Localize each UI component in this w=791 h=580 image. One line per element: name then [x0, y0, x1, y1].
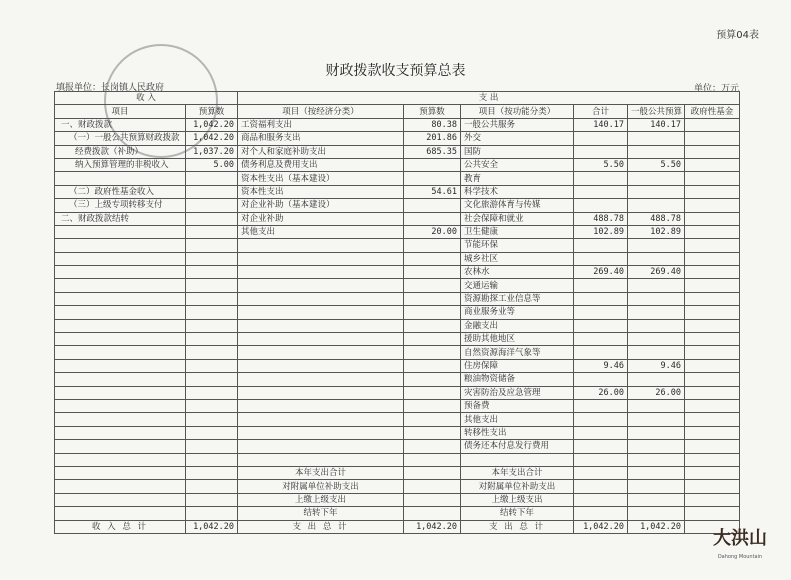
econ-value	[404, 453, 461, 466]
col-econ-budget: 预算数	[404, 105, 461, 118]
econ-value	[404, 333, 461, 346]
income-value	[186, 453, 238, 466]
income-value	[186, 333, 238, 346]
econ-item	[238, 453, 404, 466]
func-item: 文化旅游体育与传媒	[461, 199, 574, 212]
econ-item: 工资福利支出	[238, 118, 404, 131]
total-value: 269.40	[574, 266, 628, 279]
income-value	[186, 292, 238, 305]
logo-subtitle: Dahong Mountain	[717, 554, 763, 560]
func-item: 外交	[461, 132, 574, 145]
func-item: 社会保障和就业	[461, 212, 574, 225]
income-value	[186, 480, 238, 493]
total-value	[574, 466, 628, 479]
table-row	[55, 480, 740, 493]
func-item: 金融支出	[461, 319, 574, 332]
table-row	[55, 373, 740, 386]
econ-item: 对企业补助	[238, 212, 404, 225]
fund-value	[685, 493, 740, 506]
econ-item	[238, 440, 404, 453]
table-row	[55, 399, 740, 412]
general-value: 488.78	[628, 212, 685, 225]
fund-value	[685, 373, 740, 386]
econ-value: 201.86	[404, 132, 461, 145]
income-value	[186, 507, 238, 520]
income-value	[186, 225, 238, 238]
func-item: 卫生健康	[461, 225, 574, 238]
income-item	[55, 333, 186, 346]
form-number: 预算04表	[716, 30, 759, 41]
income-value	[186, 212, 238, 225]
econ-value: 685.35	[404, 145, 461, 158]
total-value	[574, 453, 628, 466]
income-value	[186, 306, 238, 319]
income-value	[186, 172, 238, 185]
table-row	[55, 507, 740, 520]
econ-value	[404, 480, 461, 493]
fund-value	[685, 279, 740, 292]
income-item	[55, 225, 186, 238]
func-item: 债务还本付息发行费用	[461, 440, 574, 453]
total-value	[574, 252, 628, 265]
total-value	[574, 373, 628, 386]
econ-value	[404, 319, 461, 332]
income-value	[186, 493, 238, 506]
econ-value	[404, 252, 461, 265]
table-row	[55, 252, 740, 265]
econ-value	[404, 466, 461, 479]
econ-value	[404, 158, 461, 171]
econ-value	[404, 266, 461, 279]
total-value	[574, 319, 628, 332]
general-value: 102.89	[628, 225, 685, 238]
income-value	[186, 319, 238, 332]
econ-item: 债务利息及费用支出	[238, 158, 404, 171]
income-value	[186, 440, 238, 453]
econ-item: 上缴上级支出	[238, 493, 404, 506]
income-item	[55, 292, 186, 305]
total-value	[574, 399, 628, 412]
table-row	[55, 440, 740, 453]
income-value	[186, 373, 238, 386]
func-item: 结转下年	[461, 507, 574, 520]
general-value: 140.17	[628, 118, 685, 131]
econ-value	[404, 346, 461, 359]
func-item: 援助其他地区	[461, 333, 574, 346]
income-item	[55, 426, 186, 439]
econ-item: 对企业补助（基本建设）	[238, 199, 404, 212]
econ-item	[238, 239, 404, 252]
income-value	[186, 266, 238, 279]
func-item: 其他支出	[461, 413, 574, 426]
general-value	[628, 145, 685, 158]
total-value: 140.17	[574, 118, 628, 131]
fund-value	[685, 507, 740, 520]
income-total-label: 收 入 总 计	[55, 520, 186, 533]
fund-value	[685, 252, 740, 265]
total-value	[574, 199, 628, 212]
econ-item: 对个人和家庭补助支出	[238, 145, 404, 158]
table-row	[55, 292, 740, 305]
general-value	[628, 252, 685, 265]
econ-total-value: 1,042.20	[404, 520, 461, 533]
income-item	[55, 440, 186, 453]
income-item	[55, 399, 186, 412]
econ-value	[404, 426, 461, 439]
table-row	[55, 266, 740, 279]
income-item	[55, 386, 186, 399]
col-fund: 政府性基金	[685, 105, 740, 118]
general-value	[628, 279, 685, 292]
general-value	[628, 199, 685, 212]
func-item: 灾害防治及应急管理	[461, 386, 574, 399]
income-item: 二、财政拨款结转	[55, 212, 186, 225]
func-item: 商业服务业等	[461, 306, 574, 319]
total-value	[574, 413, 628, 426]
table-row	[55, 466, 740, 479]
general-value	[628, 466, 685, 479]
income-item	[55, 453, 186, 466]
income-item	[55, 373, 186, 386]
income-value: 1,042.20	[186, 132, 238, 145]
fund-value	[685, 239, 740, 252]
total-value: 488.78	[574, 212, 628, 225]
fund-value	[685, 172, 740, 185]
income-value	[186, 279, 238, 292]
econ-item	[238, 279, 404, 292]
fund-value	[685, 453, 740, 466]
func-total-label: 支 出 总 计	[461, 520, 574, 533]
col-budget: 预算数	[186, 105, 238, 118]
total-value	[574, 132, 628, 145]
general-value	[628, 413, 685, 426]
total-value	[574, 279, 628, 292]
total-value	[574, 493, 628, 506]
fund-value	[685, 333, 740, 346]
econ-value	[404, 279, 461, 292]
table-row	[55, 453, 740, 466]
func-item: 本年支出合计	[461, 466, 574, 479]
dahongshan-logo: 大洪山	[713, 528, 767, 549]
income-item	[55, 306, 186, 319]
col-general: 一般公共预算	[628, 105, 685, 118]
income-item	[55, 480, 186, 493]
econ-value	[404, 212, 461, 225]
table-row	[55, 225, 740, 238]
table-row	[55, 132, 740, 145]
total-value	[574, 426, 628, 439]
general-value	[628, 373, 685, 386]
general-value: 269.40	[628, 266, 685, 279]
fund-value	[685, 426, 740, 439]
total-value	[574, 185, 628, 198]
income-item: 经费拨款（补助）	[55, 145, 186, 158]
econ-item: 商品和服务支出	[238, 132, 404, 145]
func-item: 一般公共服务	[461, 118, 574, 131]
econ-value	[404, 239, 461, 252]
general-value	[628, 426, 685, 439]
func-item: 转移性支出	[461, 426, 574, 439]
table-row	[55, 359, 740, 372]
general-value: 26.00	[628, 386, 685, 399]
general-value	[628, 333, 685, 346]
fund-value	[685, 199, 740, 212]
econ-item	[238, 319, 404, 332]
func-item	[461, 453, 574, 466]
income-value	[186, 252, 238, 265]
table-row	[55, 346, 740, 359]
general-value	[628, 346, 685, 359]
econ-value	[404, 373, 461, 386]
econ-value	[404, 292, 461, 305]
func-item: 住房保障	[461, 359, 574, 372]
income-item: 一、财政拨款	[55, 118, 186, 131]
budget-table	[54, 91, 740, 534]
fund-value	[685, 266, 740, 279]
econ-item	[238, 306, 404, 319]
econ-item: 资本性支出（基本建设）	[238, 172, 404, 185]
econ-value	[404, 359, 461, 372]
table-row	[55, 413, 740, 426]
total-value	[574, 440, 628, 453]
general-value	[628, 306, 685, 319]
general-value	[628, 319, 685, 332]
econ-item	[238, 426, 404, 439]
total-value	[574, 239, 628, 252]
func-item: 城乡社区	[461, 252, 574, 265]
income-value	[186, 386, 238, 399]
table-row	[55, 319, 740, 332]
total-value: 1,042.20	[574, 520, 628, 533]
total-value	[574, 306, 628, 319]
general-value	[628, 493, 685, 506]
total-value	[574, 333, 628, 346]
econ-value	[404, 199, 461, 212]
income-item	[55, 252, 186, 265]
general-value	[628, 399, 685, 412]
econ-item	[238, 399, 404, 412]
income-item	[55, 266, 186, 279]
total-value	[574, 480, 628, 493]
income-value	[186, 359, 238, 372]
table-row	[55, 386, 740, 399]
income-value	[186, 346, 238, 359]
income-item	[55, 279, 186, 292]
income-item	[55, 359, 186, 372]
income-item: （三）上级专项转移支付	[55, 199, 186, 212]
fund-value	[685, 185, 740, 198]
fund-value	[685, 413, 740, 426]
fund-value	[685, 212, 740, 225]
unit-label: 单位：万元	[693, 84, 739, 94]
income-item: （二）政府性基金收入	[55, 185, 186, 198]
general-value	[628, 453, 685, 466]
income-item	[55, 413, 186, 426]
table-row	[55, 426, 740, 439]
table-row	[55, 239, 740, 252]
econ-item	[238, 359, 404, 372]
total-value: 102.89	[574, 225, 628, 238]
econ-value	[404, 306, 461, 319]
total-value	[574, 292, 628, 305]
fund-value	[685, 480, 740, 493]
func-item: 粮油物资储备	[461, 373, 574, 386]
econ-item: 本年支出合计	[238, 466, 404, 479]
header-row-1	[55, 92, 740, 105]
fund-value	[685, 118, 740, 131]
fund-value	[685, 466, 740, 479]
general-value	[628, 185, 685, 198]
table-row	[55, 118, 740, 131]
func-item: 科学技术	[461, 185, 574, 198]
econ-item	[238, 292, 404, 305]
total-value: 9.46	[574, 359, 628, 372]
fund-value	[685, 306, 740, 319]
econ-item: 结转下年	[238, 507, 404, 520]
econ-value	[404, 172, 461, 185]
income-value	[186, 466, 238, 479]
fund-value	[685, 225, 740, 238]
income-value	[186, 185, 238, 198]
econ-item: 其他支出	[238, 225, 404, 238]
table-row	[55, 333, 740, 346]
total-value	[574, 172, 628, 185]
table-row	[55, 185, 740, 198]
func-item: 自然资源海洋气象等	[461, 346, 574, 359]
func-item: 上缴上级支出	[461, 493, 574, 506]
fund-value	[685, 292, 740, 305]
table-row	[55, 306, 740, 319]
general-value: 9.46	[628, 359, 685, 372]
fund-value	[685, 359, 740, 372]
func-item: 农林水	[461, 266, 574, 279]
total-value: 5.50	[574, 158, 628, 171]
col-total: 合计	[574, 105, 628, 118]
fund-value	[685, 399, 740, 412]
func-item: 交通运输	[461, 279, 574, 292]
func-item: 资源勘探工业信息等	[461, 292, 574, 305]
income-value	[186, 239, 238, 252]
table-row	[55, 158, 740, 171]
col-item: 项目	[55, 105, 186, 118]
general-value: 5.50	[628, 158, 685, 171]
income-item	[55, 466, 186, 479]
income-value	[186, 399, 238, 412]
page-title: 财政拨款收支预算总表	[325, 63, 466, 79]
general-value	[628, 440, 685, 453]
table-row	[55, 279, 740, 292]
econ-value	[404, 507, 461, 520]
econ-value	[404, 493, 461, 506]
func-item: 教育	[461, 172, 574, 185]
income-item	[55, 507, 186, 520]
income-item	[55, 346, 186, 359]
income-value: 1,042.20	[186, 118, 238, 131]
filler-unit: 填报单位：长岗镇人民政府	[56, 83, 165, 93]
econ-value	[404, 413, 461, 426]
econ-value: 20.00	[404, 225, 461, 238]
econ-value: 80.38	[404, 118, 461, 131]
econ-item	[238, 346, 404, 359]
func-item: 国防	[461, 145, 574, 158]
fund-value	[685, 386, 740, 399]
total-value	[574, 145, 628, 158]
func-item: 公共安全	[461, 158, 574, 171]
table-row	[55, 493, 740, 506]
col-econ: 项目（按经济分类）	[238, 105, 404, 118]
econ-total-label: 支 出 总 计	[238, 520, 404, 533]
general-value	[628, 132, 685, 145]
total-value	[574, 507, 628, 520]
econ-item	[238, 413, 404, 426]
general-total-value: 1,042.20	[628, 520, 685, 533]
econ-value	[404, 399, 461, 412]
fund-value	[685, 319, 740, 332]
econ-value	[404, 386, 461, 399]
econ-item	[238, 373, 404, 386]
fund-value	[685, 346, 740, 359]
fund-value	[685, 132, 740, 145]
func-item: 预备费	[461, 399, 574, 412]
income-item	[55, 493, 186, 506]
func-item: 对附属单位补助支出	[461, 480, 574, 493]
income-header: 收 入	[55, 92, 238, 105]
income-value	[186, 199, 238, 212]
econ-item	[238, 266, 404, 279]
econ-item	[238, 386, 404, 399]
table-row	[55, 172, 740, 185]
table-row	[55, 145, 740, 158]
total-value: 26.00	[574, 386, 628, 399]
general-value	[628, 239, 685, 252]
econ-item: 对附属单位补助支出	[238, 480, 404, 493]
general-value	[628, 172, 685, 185]
income-value	[186, 426, 238, 439]
totals-row	[55, 520, 740, 533]
econ-value	[404, 440, 461, 453]
table-row	[55, 199, 740, 212]
econ-item: 资本性支出	[238, 185, 404, 198]
fund-value	[685, 158, 740, 171]
income-item: （一）一般公共预算财政拨款	[55, 132, 186, 145]
expense-header: 支 出	[238, 92, 740, 105]
econ-item	[238, 333, 404, 346]
income-value: 5.00	[186, 158, 238, 171]
func-item: 节能环保	[461, 239, 574, 252]
fund-value	[685, 440, 740, 453]
fund-value	[685, 145, 740, 158]
income-item	[55, 239, 186, 252]
general-value	[628, 480, 685, 493]
income-value	[186, 413, 238, 426]
header-row-2	[55, 105, 740, 118]
general-value	[628, 292, 685, 305]
income-item	[55, 172, 186, 185]
econ-value: 54.61	[404, 185, 461, 198]
income-item: 纳入预算管理的非税收入	[55, 158, 186, 171]
table-row	[55, 212, 740, 225]
total-value	[574, 346, 628, 359]
income-value: 1,037.20	[186, 145, 238, 158]
econ-item	[238, 252, 404, 265]
general-value	[628, 507, 685, 520]
col-func: 项目（按功能分类）	[461, 105, 574, 118]
income-item	[55, 319, 186, 332]
income-total-value: 1,042.20	[186, 520, 238, 533]
